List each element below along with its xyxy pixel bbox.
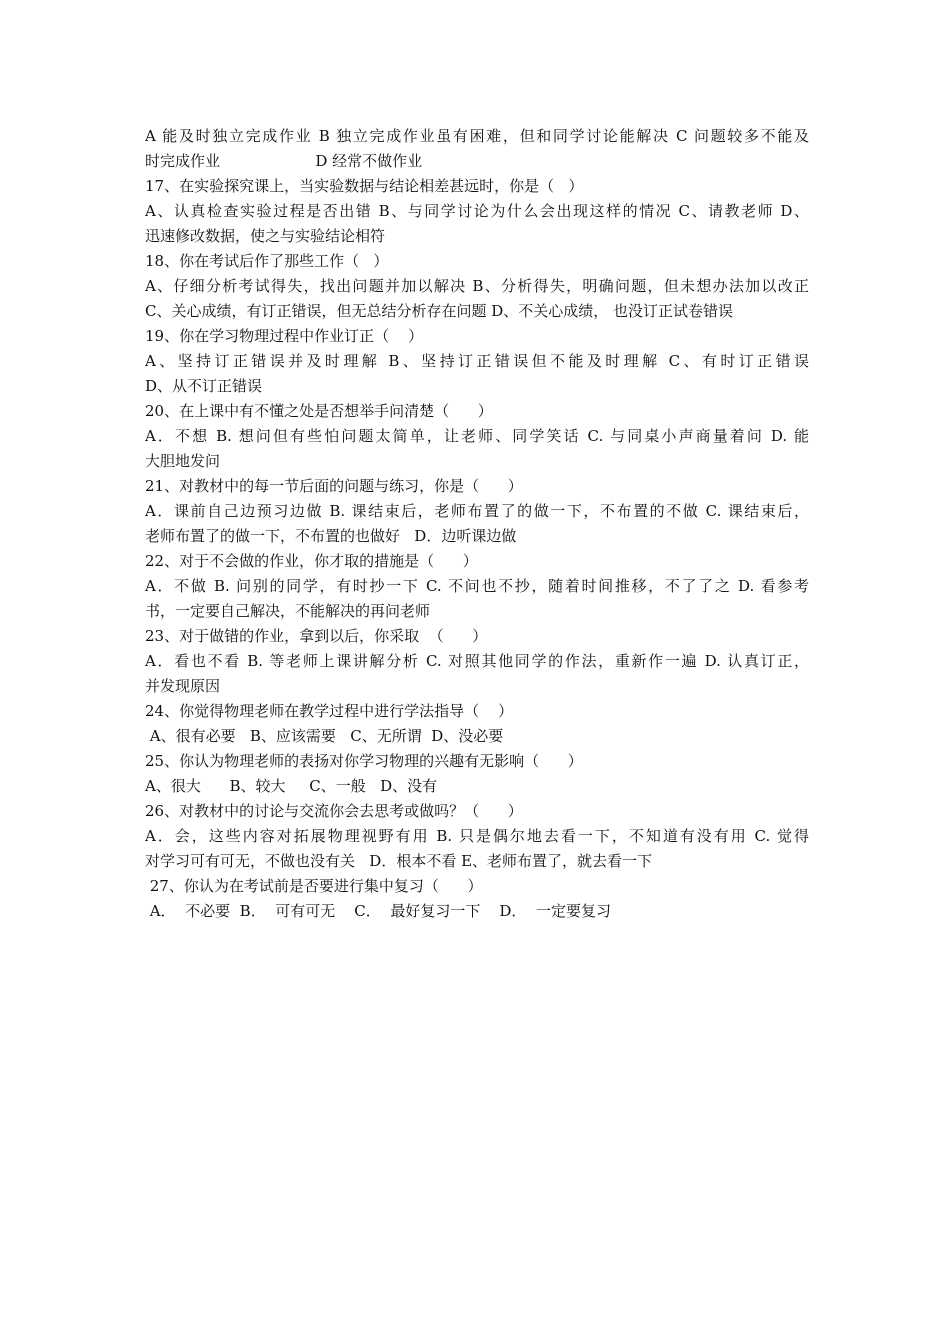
text-line: 迅速修改数据，使之与实验结论相符 bbox=[145, 227, 386, 245]
question-23: 23、对于做错的作业，拿到以后，你采取 （ ） bbox=[145, 627, 488, 645]
text-line: A．不做 B. 问别的同学，有时抄一下 C. 不问也不抄，随着时间推移，不了了之 D. 看参考 bbox=[145, 577, 809, 595]
question-22: 22、对于不会做的作业，你才取的措施是（ ） bbox=[145, 552, 478, 570]
text-line: 大胆地发问 bbox=[145, 452, 221, 470]
text-line: 对学习可有可无，不做也没有关 D．根本不看 E、老师布置了，就去看一下 bbox=[145, 852, 653, 870]
text-line: A、很有必要 B、应该需要 C、无所谓 D、没必要 bbox=[145, 727, 504, 745]
questionnaire-text bbox=[145, 124, 809, 924]
question-25: 25、你认为物理老师的表扬对你学习物理的兴趣有无影响（ ） bbox=[145, 752, 583, 770]
question-17: 17、在实验探究课上，当实验数据与结论相差甚远时，你是（ ） bbox=[145, 177, 584, 195]
text-line: A、很大 B、较大 C、一般 D、没有 bbox=[145, 777, 438, 795]
question-19: 19、你在学习物理过程中作业订正（ ） bbox=[145, 327, 424, 345]
text-line: C、关心成绩，有订正错误，但无总结分析存在问题 D、不关心成绩， 也没订正试卷错误 bbox=[145, 302, 734, 320]
text-line: A．会，这些内容对拓展物理视野有用 B. 只是偶尔地去看一下，不知道有没有用 C. 觉得 bbox=[145, 827, 809, 845]
text-line: A 能及时独立完成作业 B 独立完成作业虽有困难，但和同学讨论能解决 C 问题较多不能及 bbox=[145, 127, 809, 145]
text-line: A、认真检查实验过程是否出错 B、与同学讨论为什么会出现这样的情况 C、请教老师 D、 bbox=[145, 202, 809, 220]
text-line: A．课前自己边预习边做 B. 课结束后，老师布置了的做一下，不布置的不做 C. 课结束后， bbox=[145, 502, 809, 520]
text-line: 老师布置了的做一下，不布置的也做好 D．边听课边做 bbox=[145, 527, 517, 545]
text-line: 书，一定要自己解决，不能解决的再问老师 bbox=[145, 602, 431, 620]
text-line: A．看也不看 B. 等老师上课讲解分析 C. 对照其他同学的作法，重新作一遍 D. 认真订正， bbox=[145, 652, 809, 670]
text-line: 并发现原因 bbox=[145, 677, 221, 695]
question-27: 27、你认为在考试前是否要进行集中复习（ ） bbox=[145, 877, 483, 895]
text-line: A、坚持订正错误并及时理解 B、坚持订正错误但不能及时理解 C、有时订正错误 bbox=[145, 352, 809, 370]
text-line: D、从不订正错误 bbox=[145, 377, 263, 395]
text-line: 时完成作业 D 经常不做作业 bbox=[145, 152, 423, 170]
question-20: 20、在上课中有不懂之处是否想举手问清楚（ ） bbox=[145, 402, 493, 420]
text-line: A、仔细分析考试得失，找出问题并加以解决 B、分析得失，明确问题，但未想办法加以改正 bbox=[145, 277, 809, 295]
question-24: 24、你觉得物理老师在教学过程中进行学法指导（ ） bbox=[145, 702, 514, 720]
question-21: 21、对教材中的每一节后面的问题与练习，你是（ ） bbox=[145, 477, 523, 495]
question-18: 18、你在考试后作了那些工作（ ） bbox=[145, 252, 389, 270]
text-line: A．不想 B. 想问但有些怕问题太简单，让老师、同学笑话 C. 与同桌小声商量着问 D. 能 bbox=[145, 427, 809, 445]
text-line: A． 不必要 B． 可有可无 C． 最好复习一下 D． 一定要复习 bbox=[145, 902, 611, 920]
question-26: 26、对教材中的讨论与交流你会去思考或做吗？（ ） bbox=[145, 802, 523, 820]
